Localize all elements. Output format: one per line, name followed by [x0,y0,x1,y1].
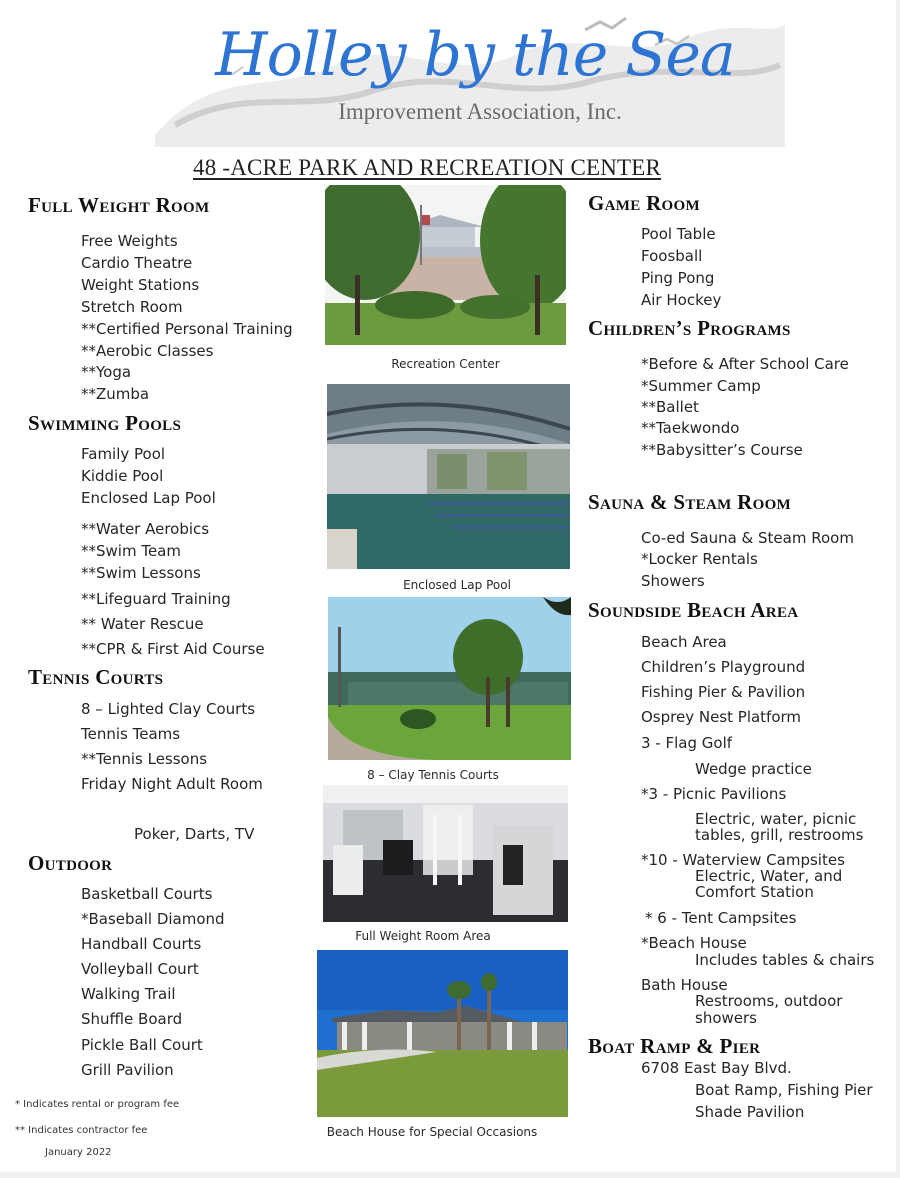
footnote-single-asterisk: * Indicates rental or program fee [15,1099,180,1110]
section-heading-outdoor: Outdoor [28,851,113,875]
list-item: Pickle Ball Court [81,1036,203,1054]
list-item: **Babysitter’s Course [641,441,803,459]
list-item: Air Hockey [641,291,722,309]
list-item: **Taekwondo [641,419,740,437]
photo-caption: Full Weight Room Area [355,929,491,943]
section-heading-tennis: Tennis Courts [28,665,164,689]
section-heading-sauna: Sauna & Steam Room [588,490,791,514]
list-item: ** Water Rescue [81,615,204,633]
list-item-detail: Includes tables & chairs [695,951,875,969]
list-item-detail: tables, grill, restrooms [695,826,864,844]
list-item: Fishing Pier & Pavilion [641,683,806,701]
photo-weight-room [323,785,568,922]
photo-caption: Beach House for Special Occasions [326,1125,538,1139]
list-item: Foosball [641,247,703,265]
list-item: Cardio Theatre [81,254,193,272]
list-item-detail: showers [695,1009,757,1027]
logo [155,5,785,147]
list-item: Showers [641,572,705,590]
list-item: Children’s Playground [641,658,806,676]
list-item: *Locker Rentals [641,550,758,568]
photo-caption: Enclosed Lap Pool [403,578,511,592]
list-item: Basketball Courts [81,885,213,903]
address: 6708 East Bay Blvd. [641,1059,792,1077]
photo-beach-house [317,950,568,1117]
list-item-detail: Shade Pavilion [695,1103,805,1121]
photo-recreation-center [325,185,566,345]
photo-caption: 8 – Clay Tennis Courts [367,768,499,782]
logo-script-text: Holley by the Sea [215,20,735,90]
photo-tennis-courts [328,597,571,760]
list-item: **Yoga [81,363,132,381]
list-item: Free Weights [81,232,178,250]
list-item: *Beach House [641,934,747,952]
list-item: **Lifeguard Training [81,590,231,608]
list-item-detail: Electric, water, picnic [695,810,857,828]
list-item: *Baseball Diamond [81,910,225,928]
list-item: Ping Pong [641,269,715,287]
list-item: **CPR & First Aid Course [81,640,265,658]
list-item: Enclosed Lap Pool [81,489,216,507]
list-item: Volleyball Court [81,960,199,978]
list-item-detail: Comfort Station [695,883,814,901]
list-item: *3 - Picnic Pavilions [641,785,787,803]
section-heading-boat-ramp: Boat Ramp & Pier [588,1034,761,1058]
list-item: **Water Aerobics [81,520,210,538]
photo-caption: Recreation Center [391,357,500,371]
list-item: Friday Night Adult Room [81,775,263,793]
list-item: **Swim Team [81,542,181,560]
list-item-detail: Electric, Water, and [695,867,843,885]
list-item: **Zumba [81,385,150,403]
list-item: Bath House [641,976,728,994]
list-item: **Aerobic Classes [81,342,214,360]
list-item: 8 – Lighted Clay Courts [81,700,256,718]
list-item: Poker, Darts, TV [134,825,255,843]
footnote-double-asterisk: ** Indicates contractor fee [15,1125,148,1136]
list-item: Beach Area [641,633,727,651]
date-label: January 2022 [45,1147,112,1158]
list-item-detail: Restrooms, outdoor [695,992,843,1010]
list-item: **Swim Lessons [81,564,201,582]
section-heading-weight-room: Full Weight Room [28,193,210,217]
list-item: Osprey Nest Platform [641,708,802,726]
list-item: Grill Pavilion [81,1061,174,1079]
section-heading-soundside-beach: Soundside Beach Area [588,598,799,622]
section-heading-game-room: Game Room [588,191,700,215]
list-item: **Tennis Lessons [81,750,208,768]
list-item: Tennis Teams [81,725,181,743]
list-item: *Before & After School Care [641,355,849,373]
list-item: Shuffle Board [81,1010,183,1028]
list-item: *Summer Camp [641,377,761,395]
list-item: Walking Trail [81,985,176,1003]
list-item: Pool Table [641,225,716,243]
section-heading-pools: Swimming Pools [28,411,182,435]
list-item: **Certified Personal Training [81,320,293,338]
list-item: *10 - Waterview Campsites [641,851,845,869]
list-item: **Ballet [641,398,699,416]
list-item-detail: Wedge practice [695,760,812,778]
logo-subtitle: Improvement Association, Inc. [338,99,622,124]
photo-enclosed-lap-pool [327,384,570,569]
list-item: Kiddie Pool [81,467,164,485]
list-item-detail: Boat Ramp, Fishing Pier [695,1081,873,1099]
list-item: * 6 - Tent Campsites [645,909,797,927]
list-item: Co-ed Sauna & Steam Room [641,529,854,547]
list-item: Stretch Room [81,298,183,316]
section-heading-childrens-programs: Children’s Programs [588,316,791,340]
list-item: 3 - Flag Golf [641,734,733,752]
list-item: Weight Stations [81,276,200,294]
page-title: 48 -ACRE PARK AND RECREATION CENTER [193,155,662,180]
list-item: Family Pool [81,445,166,463]
list-item: Handball Courts [81,935,202,953]
